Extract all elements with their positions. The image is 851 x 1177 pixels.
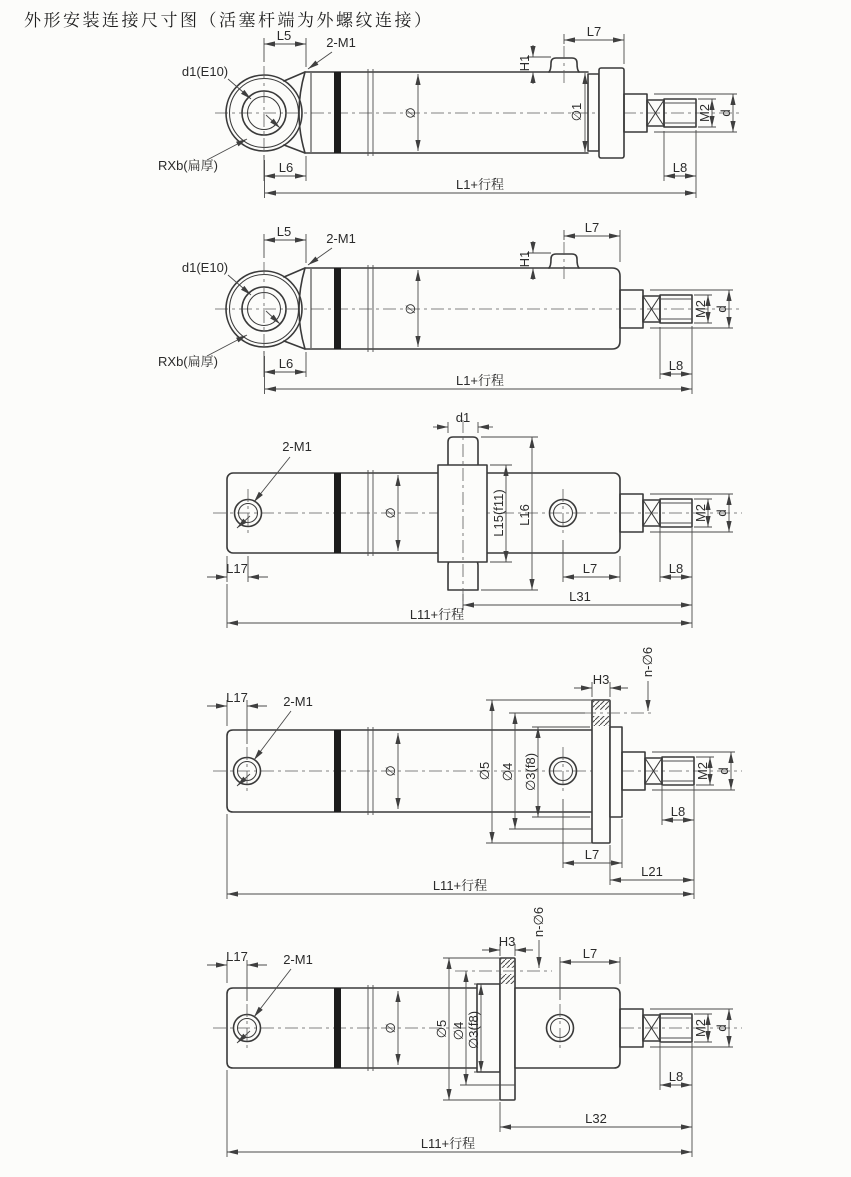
- dim-label-m2: M2: [695, 761, 710, 781]
- dim-label-m2: M2: [693, 299, 708, 319]
- dim-label-phi: ∅: [383, 1022, 398, 1034]
- dim-label-l11-stroke: L11+行程: [432, 878, 488, 893]
- diagram-3-trunnion-mount: [207, 410, 742, 628]
- dim-label-h1: H1: [517, 250, 532, 268]
- dim-label-l11-stroke: L11+行程: [420, 1136, 476, 1151]
- dim-label-l17: L17: [226, 690, 248, 705]
- dim-label-2m1: 2-M1: [326, 231, 356, 246]
- dim-label-l7: L7: [584, 220, 600, 235]
- dim-label-phi4: ∅4: [500, 762, 515, 782]
- diagram-5-mid-flange-mount: [207, 907, 742, 1157]
- dim-label-l7: L7: [582, 946, 598, 961]
- dim-label-phi5: ∅5: [434, 1019, 449, 1039]
- dim-label-d: d: [718, 109, 733, 117]
- dim-label-phi1: ∅1: [569, 102, 584, 122]
- dim-label-m2: M2: [693, 1018, 708, 1038]
- dim-label-d: d: [714, 305, 729, 313]
- dim-label-l1-stroke: L1+行程: [455, 177, 505, 192]
- dim-label-d: d: [714, 1024, 729, 1032]
- dim-label-phi: ∅: [383, 507, 398, 519]
- dim-label-nphi6: n-∅6: [531, 906, 546, 938]
- dim-label-h3: H3: [498, 934, 516, 949]
- dim-label-l6: L6: [278, 160, 294, 175]
- dim-label-l32: L32: [585, 1111, 607, 1126]
- dim-label-l8: L8: [668, 358, 684, 373]
- dim-label-m2: M2: [693, 503, 708, 523]
- dim-label-h1: H1: [517, 54, 532, 72]
- dim-label-l1-stroke: L1+行程: [455, 373, 505, 388]
- dim-label-l5: L5: [276, 224, 292, 239]
- dim-label-l8: L8: [672, 160, 688, 175]
- dim-label-phi3: ∅3(f8): [523, 752, 538, 792]
- dim-label-l17: L17: [226, 561, 248, 576]
- drawing-title: 外形安装连接尺寸图（活塞杆端为外螺纹连接）: [24, 11, 434, 30]
- dim-label-phi: ∅: [403, 303, 418, 315]
- dim-label-l7: L7: [586, 24, 602, 39]
- dim-label-d: d: [716, 767, 731, 775]
- dim-label-l17: L17: [226, 949, 248, 964]
- dim-label-l15: L15(f11): [491, 489, 506, 537]
- dim-label-l6: L6: [278, 356, 294, 371]
- dim-label-l8: L8: [668, 1069, 684, 1084]
- dim-label-l7: L7: [584, 847, 600, 862]
- dim-label-phi4: ∅4: [451, 1021, 466, 1041]
- dim-label-2m1: 2-M1: [282, 439, 312, 454]
- dim-label-2m1: 2-M1: [283, 694, 313, 709]
- dim-label-phi5: ∅5: [477, 761, 492, 781]
- dim-label-2m1: 2-M1: [326, 35, 356, 50]
- dim-label-rxb: RXb(扁厚): [158, 158, 218, 173]
- dim-label-l31: L31: [569, 589, 591, 604]
- dim-label-m2: M2: [697, 103, 712, 123]
- dim-label-nphi6: n-∅6: [640, 646, 655, 678]
- dim-label-d: d: [714, 509, 729, 517]
- dim-label-l5: L5: [276, 28, 292, 43]
- dim-label-phi3: ∅3(f8): [466, 1010, 481, 1050]
- dim-label-d1: d1: [455, 410, 471, 425]
- dim-label-l8: L8: [668, 561, 684, 576]
- dim-label-l11-stroke: L11+行程: [409, 607, 465, 622]
- diagram-4-head-flange-mount: [207, 647, 742, 899]
- dim-label-2m1: 2-M1: [283, 952, 313, 967]
- dim-label-l7: L7: [582, 561, 598, 576]
- diagram-1-eye-mount-flanged-head: [158, 24, 742, 198]
- diagram-2-eye-mount-plain-head: [158, 220, 742, 394]
- dim-label-phi: ∅: [383, 765, 398, 777]
- dim-label-l21: L21: [641, 864, 663, 879]
- dim-label-rxb: RXb(扁厚): [158, 354, 218, 369]
- dim-label-l8: L8: [670, 804, 686, 819]
- dim-label-d1e10: d1(E10): [181, 260, 229, 275]
- dim-label-d1e10: d1(E10): [181, 64, 229, 79]
- dim-label-h3: H3: [592, 672, 610, 687]
- dim-label-phi: ∅: [403, 107, 418, 119]
- dim-label-l16: L16: [517, 504, 532, 526]
